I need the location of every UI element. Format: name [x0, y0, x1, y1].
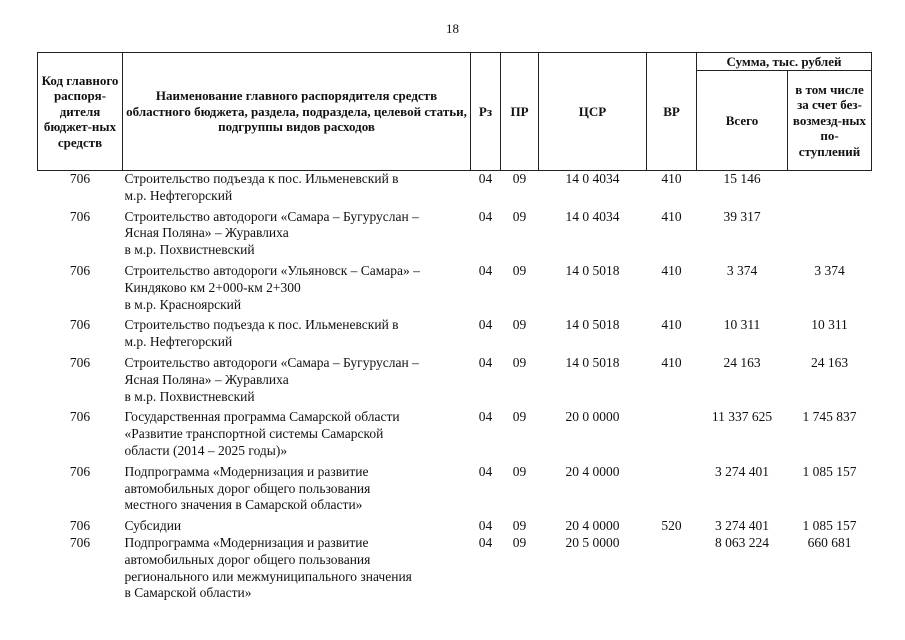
- cell-name-line: Строительство автодороги «Самара – Бугуруслан –: [124, 354, 419, 370]
- cell-rz: 04: [478, 518, 493, 534]
- table-row: [38, 460, 872, 514]
- cell-incl: 1 745 837: [802, 409, 857, 425]
- cell-incl: 3 374: [814, 262, 845, 278]
- page-number: 18: [446, 21, 459, 36]
- cell-csr: 14 0 4034: [565, 171, 620, 186]
- table-row: [38, 205, 872, 259]
- cell-code: 706: [69, 463, 91, 479]
- header-vr: ВР: [647, 53, 697, 171]
- cell-pr: 09: [512, 354, 527, 370]
- cell-name-line: Ясная Поляна» – Журавлиха: [124, 225, 289, 241]
- cell-incl: 1 085 157: [802, 518, 857, 534]
- table-row: [38, 313, 872, 351]
- cell-total: 8 063 224: [715, 534, 769, 550]
- table-row: [38, 405, 872, 459]
- cell-total: 3 274 401: [715, 463, 769, 479]
- cell-incl: [788, 171, 872, 205]
- table-row: [38, 259, 872, 313]
- cell-name-line: местного значения в Самарской области»: [124, 497, 363, 513]
- header-incl: в том числе за счет без-возмезд-ных по-ступлений: [788, 71, 872, 171]
- header-pr: ПР: [501, 53, 539, 171]
- cell-vr: 410: [661, 317, 682, 333]
- cell-pr: 09: [512, 518, 527, 534]
- cell-name-line: Ясная Поляна» – Журавлиха: [124, 371, 289, 387]
- cell-name: [123, 535, 471, 602]
- cell-rz: 04: [478, 463, 493, 479]
- budget-table: [37, 52, 872, 602]
- cell-name: [123, 171, 471, 205]
- cell-pr: 09: [512, 208, 527, 224]
- cell-code: 706: [69, 518, 91, 534]
- cell-vr: 520: [661, 518, 682, 534]
- cell-name: [123, 514, 471, 535]
- cell-name-line: Строительство автодороги «Самара – Бугуруслан –: [124, 208, 419, 224]
- cell-name-line: «Развитие транспортной системы Самарской: [124, 426, 384, 442]
- cell-incl: 1 085 157: [802, 463, 857, 479]
- cell-vr: 410: [661, 354, 682, 370]
- header-csr: ЦСР: [539, 53, 647, 171]
- cell-rz: 04: [478, 208, 493, 224]
- cell-total: 3 374: [726, 262, 758, 278]
- cell-csr: 14 0 5018: [565, 354, 620, 370]
- cell-pr: 09: [512, 534, 527, 550]
- cell-code: 706: [69, 354, 91, 370]
- cell-name-line: м.р. Нефтегорский: [124, 187, 233, 203]
- table-row: [38, 171, 872, 205]
- cell-code: 706: [69, 262, 91, 278]
- table-body: [38, 171, 872, 603]
- cell-code: 706: [69, 317, 91, 333]
- cell-rz: 04: [478, 534, 493, 550]
- cell-incl: 660 681: [807, 534, 852, 550]
- cell-rz: 04: [478, 354, 493, 370]
- cell-vr: 410: [661, 262, 682, 278]
- cell-csr: 20 5 0000: [565, 534, 620, 550]
- cell-vr: [647, 460, 697, 514]
- cell-code: 706: [69, 171, 91, 186]
- cell-pr: 09: [512, 317, 527, 333]
- cell-total: 15 146: [723, 171, 761, 186]
- header-sum: Сумма, тыс. рублей: [697, 53, 872, 71]
- cell-incl: 10 311: [811, 317, 848, 333]
- cell-name-line: Киндяково км 2+000-км 2+300: [124, 279, 301, 295]
- cell-name-line: области (2014 – 2025 годы)»: [124, 442, 288, 458]
- cell-vr: 410: [661, 208, 682, 224]
- cell-name-line: в Самарской области»: [124, 585, 252, 601]
- cell-name: [123, 405, 471, 459]
- cell-rz: 04: [478, 262, 493, 278]
- header-rz: Рз: [471, 53, 501, 171]
- cell-incl: [788, 205, 872, 259]
- cell-rz: 04: [478, 409, 493, 425]
- cell-name-line: в м.р. Красноярский: [124, 296, 242, 312]
- cell-name-line: Строительство автодороги «Ульяновск – Самара» –: [124, 262, 420, 278]
- cell-total: 39 317: [723, 208, 761, 224]
- cell-pr: 09: [512, 171, 527, 186]
- cell-code: 706: [69, 409, 91, 425]
- table-row: [38, 535, 872, 602]
- cell-name-line: автомобильных дорог общего пользования: [124, 480, 371, 496]
- cell-name-line: м.р. Нефтегорский: [124, 334, 233, 350]
- cell-csr: 14 0 5018: [565, 317, 620, 333]
- cell-vr: [647, 405, 697, 459]
- cell-pr: 09: [512, 463, 527, 479]
- cell-name-line: в м.р. Похвистневский: [124, 388, 255, 404]
- cell-pr: 09: [512, 409, 527, 425]
- table-header: [38, 53, 872, 171]
- cell-name-line: Строительство подъезда к пос. Ильменевский в: [124, 317, 399, 333]
- header-code: Код главного распоря-дителя бюджет-ных средств: [38, 53, 123, 171]
- cell-name-line: Строительство подъезда к пос. Ильменевский в: [124, 171, 399, 186]
- cell-name: [123, 351, 471, 405]
- cell-name-line: Государственная программа Самарской области: [124, 409, 400, 425]
- cell-name: [123, 313, 471, 351]
- cell-total: 10 311: [723, 317, 761, 333]
- cell-name-line: Подпрограмма «Модернизация и развитие: [124, 534, 369, 550]
- cell-total: 11 337 625: [711, 409, 773, 425]
- cell-incl: 24 163: [810, 354, 849, 370]
- cell-csr: 20 0 0000: [565, 409, 620, 425]
- table-row: [38, 514, 872, 535]
- header-total: Всего: [697, 71, 788, 171]
- cell-code: 706: [69, 208, 91, 224]
- cell-csr: 20 4 0000: [565, 463, 620, 479]
- cell-rz: 04: [478, 317, 493, 333]
- cell-csr: 14 0 5018: [565, 262, 620, 278]
- cell-name: [123, 205, 471, 259]
- cell-pr: 09: [512, 262, 527, 278]
- cell-total: 24 163: [723, 354, 761, 370]
- cell-vr: 410: [661, 171, 682, 186]
- cell-name-line: Субсидии: [124, 518, 182, 534]
- cell-name-line: регионального или межмуниципального значения: [124, 568, 412, 584]
- cell-name-line: в м.р. Похвистневский: [124, 242, 255, 258]
- cell-rz: 04: [478, 171, 493, 186]
- cell-vr: [647, 535, 697, 602]
- cell-total: 3 274 401: [715, 518, 769, 534]
- cell-name: [123, 460, 471, 514]
- cell-code: 706: [69, 534, 91, 550]
- cell-csr: 14 0 4034: [565, 208, 620, 224]
- table-row: [38, 351, 872, 405]
- cell-name-line: Подпрограмма «Модернизация и развитие: [124, 463, 369, 479]
- header-name: Наименование главного распорядителя средств областного бюджета, раздела, подраздела, целевой статьи, подгруппы видов расходов: [123, 53, 471, 171]
- cell-csr: 20 4 0000: [565, 518, 620, 534]
- cell-name-line: автомобильных дорог общего пользования: [124, 551, 371, 567]
- cell-name: [123, 259, 471, 313]
